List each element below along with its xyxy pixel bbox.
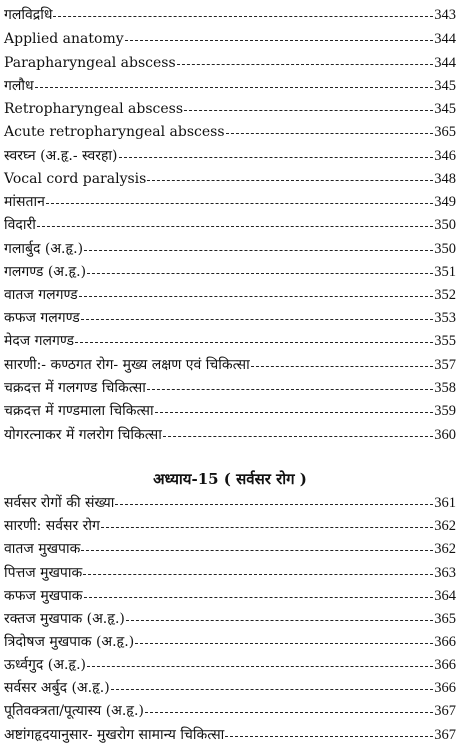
toc-entry-title: योगरत्नाकर में गलरोग चिकित्सा — [4, 427, 162, 443]
toc-entry-title: गलौध — [4, 78, 34, 94]
toc-entry — [4, 608, 456, 630]
dotted-leader — [115, 504, 433, 505]
toc-entry-page: 366 — [434, 680, 456, 696]
dotted-leader — [83, 574, 433, 575]
toc-entry-page: 344 — [434, 55, 456, 71]
toc-entry — [4, 98, 456, 120]
toc-entry — [4, 585, 456, 607]
dotted-leader — [87, 666, 433, 667]
toc-entry-title: सारणी:- कण्ठगत रोग- मुख्य लक्षण एवं चिकित्सा — [4, 357, 250, 373]
toc-entry — [4, 168, 456, 190]
toc-entry-title: चक्रदत्त में गलगण्ड चिकित्सा — [4, 380, 146, 396]
toc-entry-page: 350 — [434, 241, 456, 257]
dotted-leader — [79, 296, 434, 297]
toc-entry-title: ऊर्ध्वगुद (अ.हृ.) — [4, 657, 87, 673]
dotted-leader — [147, 389, 433, 390]
toc-entry-title: मांसतान — [4, 194, 45, 210]
toc-entry — [4, 307, 456, 329]
toc-entry-page: 359 — [434, 403, 456, 419]
toc-entry-title: कफज मुखपाक — [4, 588, 83, 604]
dotted-leader — [126, 620, 433, 621]
dotted-leader — [81, 550, 433, 551]
toc-entry — [4, 191, 456, 213]
toc-entry-page: 345 — [434, 101, 456, 117]
toc-entry — [4, 400, 456, 422]
dotted-leader — [101, 527, 433, 528]
toc-entry-title: Applied anatomy — [4, 31, 124, 47]
toc-entry-title: अष्टांगहृदयानुसार- मुखरोग सामान्य चिकित्सा — [4, 727, 225, 743]
dotted-leader — [75, 342, 433, 343]
dotted-leader — [226, 133, 434, 134]
toc-entry-title: Retropharyngeal abscess — [4, 101, 184, 117]
toc-entry-page: 367 — [434, 727, 456, 743]
dotted-leader — [155, 412, 434, 413]
toc-entry-title: रक्तज मुखपाक (अ.हृ.) — [4, 611, 125, 627]
toc-entry — [4, 492, 456, 514]
toc-entry-page: 366 — [434, 657, 456, 673]
dotted-leader — [145, 712, 433, 713]
toc-entry — [4, 145, 456, 167]
toc-entry — [4, 28, 456, 50]
dotted-leader — [147, 180, 433, 181]
toc-entry-title: पूतिवक्त्रता/पूत्यास्य (अ.हृ.) — [4, 703, 144, 719]
toc-entry-page: 344 — [434, 31, 456, 47]
toc-entry — [4, 238, 456, 260]
toc-entry-title: वातज गलगण्ड — [4, 287, 78, 303]
toc-entry — [4, 354, 456, 376]
dotted-leader — [251, 366, 433, 367]
toc-entry — [4, 330, 456, 352]
toc-entry — [4, 724, 456, 746]
toc-entry-title: गलविद्रधि — [4, 7, 53, 23]
dotted-leader — [87, 273, 433, 274]
toc-entry — [4, 631, 456, 653]
toc-entry — [4, 377, 456, 399]
dotted-leader — [84, 250, 433, 251]
toc-entry — [4, 700, 456, 722]
toc-entry-title: सारणी: सर्वसर रोग — [4, 518, 100, 534]
toc-entry — [4, 4, 456, 26]
toc-entry-page: 362 — [434, 518, 456, 534]
toc-entry — [4, 424, 456, 446]
toc-entry-page: 351 — [434, 264, 456, 280]
toc-entry-title: मेदज गलगण्ड — [4, 333, 75, 349]
toc-entry-title: गलगण्ड (अ.हृ.) — [4, 264, 87, 280]
toc-entry-title: त्रिदोषज मुखपाक (अ.हृ.) — [4, 634, 135, 650]
toc-entry-page: 365 — [434, 611, 456, 627]
toc-entry-title: सर्वसर अर्बुद (अ.हृ.) — [4, 680, 110, 696]
toc-entry — [4, 214, 456, 236]
toc-entry-page: 366 — [434, 634, 456, 650]
toc-entry — [4, 538, 456, 560]
toc-entry — [4, 284, 456, 306]
toc-entry-page: 355 — [434, 333, 456, 349]
toc-entry-page: 348 — [434, 171, 456, 187]
dotted-leader — [225, 736, 433, 737]
dotted-leader — [37, 226, 433, 227]
toc-entry — [4, 515, 456, 537]
dotted-leader — [35, 87, 434, 88]
toc-entry-title: पित्तज मुखपाक — [4, 565, 83, 581]
dotted-leader — [84, 597, 434, 598]
toc-entry-page: 367 — [434, 703, 456, 719]
toc-entry-page: 349 — [434, 194, 456, 210]
dotted-leader — [111, 689, 434, 690]
dotted-leader — [46, 203, 433, 204]
toc-entry-title: सर्वसर रोगों की संख्या — [4, 495, 115, 511]
dotted-leader — [53, 16, 433, 17]
toc-entry-title: कफज गलगण्ड — [4, 310, 80, 326]
dotted-leader — [177, 64, 434, 65]
toc-entry-title: चक्रदत्त में गण्डमाला चिकित्सा — [4, 403, 154, 419]
toc-entry-page: 350 — [434, 217, 456, 233]
toc-entry — [4, 562, 456, 584]
dotted-leader — [81, 319, 433, 320]
toc-entry — [4, 261, 456, 283]
dotted-leader — [184, 110, 433, 111]
toc-entry-page: 343 — [434, 7, 456, 23]
toc-entry-title: Acute retropharyngeal abscess — [4, 124, 225, 140]
toc-entry-title: वातज मुखपाक — [4, 541, 81, 557]
toc-entry-page: 357 — [434, 357, 456, 373]
toc-entry — [4, 677, 456, 699]
toc-entry — [4, 52, 456, 74]
toc-entry-title: Vocal cord paralysis — [4, 171, 147, 187]
toc-entry-page: 360 — [434, 427, 456, 443]
toc-entry-page: 362 — [434, 541, 456, 557]
toc-entry-page: 346 — [434, 148, 456, 164]
dotted-leader — [163, 436, 433, 437]
toc-entry-page: 365 — [434, 124, 456, 140]
toc-entry — [4, 121, 456, 143]
toc-entry-page: 358 — [434, 380, 456, 396]
dotted-leader — [119, 157, 434, 158]
toc-entry-page: 353 — [434, 310, 456, 326]
chapter-heading: अध्याय-15 ( सर्वसर रोग ) — [153, 470, 307, 488]
toc-entry-page: 352 — [434, 287, 456, 303]
toc-entry-title: स्वरघ्न (अ.हृ.- स्वरहा) — [4, 148, 118, 164]
toc-entry-title: Parapharyngeal abscess — [4, 55, 176, 71]
toc-entry-page: 363 — [434, 565, 456, 581]
toc-entry-title: विदारी — [4, 217, 36, 233]
toc-entry-page: 361 — [434, 495, 456, 511]
toc-entry-title: गलार्बुद (अ.हृ.) — [4, 241, 84, 257]
toc-entry — [4, 654, 456, 676]
dotted-leader — [125, 40, 434, 41]
toc-entry — [4, 75, 456, 97]
toc-entry-page: 345 — [434, 78, 456, 94]
toc-entry-page: 364 — [434, 588, 456, 604]
dotted-leader — [135, 643, 433, 644]
